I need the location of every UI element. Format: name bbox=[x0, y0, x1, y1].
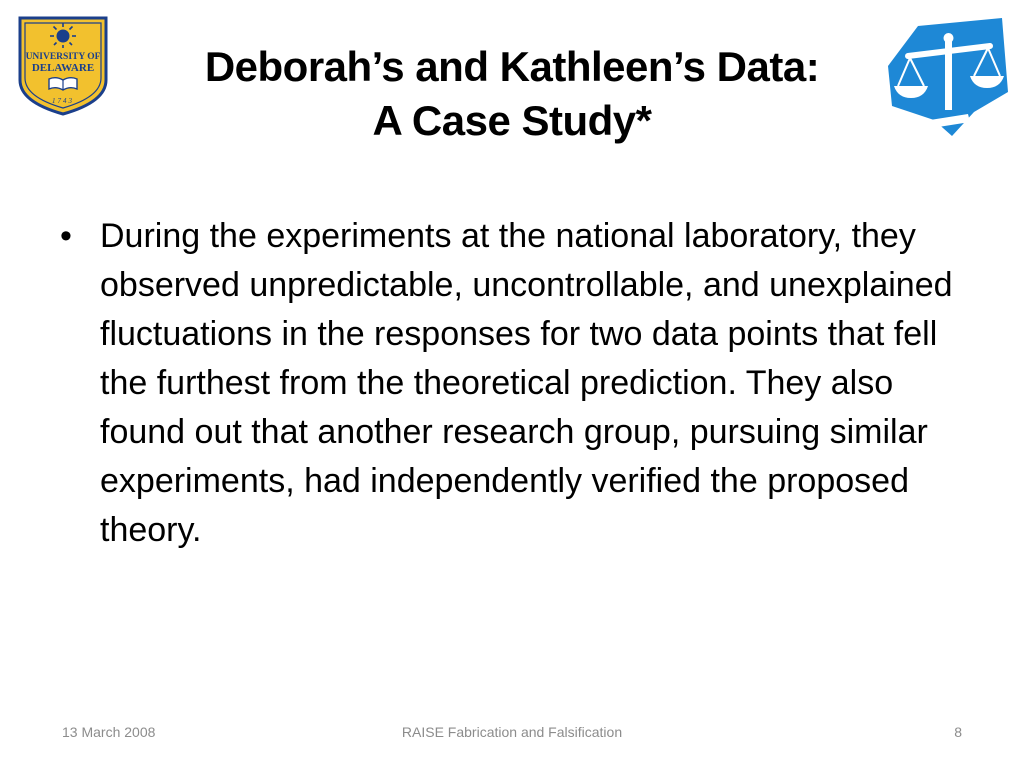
footer-title: RAISE Fabrication and Falsification bbox=[401, 724, 623, 740]
slide-title-line-1: Deborah’s and Kathleen’s Data: bbox=[204, 43, 820, 90]
bullet-item bbox=[58, 212, 958, 555]
logo-year-text: 1743 bbox=[52, 97, 74, 105]
bullet-text: During the experiments at the national laboratory, they observed unpredictable, uncontrollable, and unexplained fluctuations in the responses for two data points that fell the furthest from the theoretical prediction. They also found out that another research group, pursuing similar experiments, had independently verified the proposed theory. bbox=[100, 217, 953, 549]
slide-body bbox=[58, 212, 958, 555]
university-of-delaware-seal-icon bbox=[16, 14, 110, 116]
logo-university-text: UNIVERSITY OF bbox=[25, 52, 101, 62]
scales-of-justice-logo bbox=[886, 16, 1010, 138]
slide-title bbox=[120, 40, 904, 148]
scales-of-justice-icon bbox=[886, 16, 1010, 138]
bullet-icon: • bbox=[60, 217, 72, 255]
slide-title-line-2: A Case Study* bbox=[372, 97, 652, 144]
footer-page-number: 8 bbox=[954, 724, 962, 740]
university-of-delaware-logo-icon bbox=[16, 14, 110, 116]
logo-delaware-text: DELAWARE bbox=[31, 62, 95, 74]
footer-date: 13 March 2008 bbox=[62, 724, 156, 740]
